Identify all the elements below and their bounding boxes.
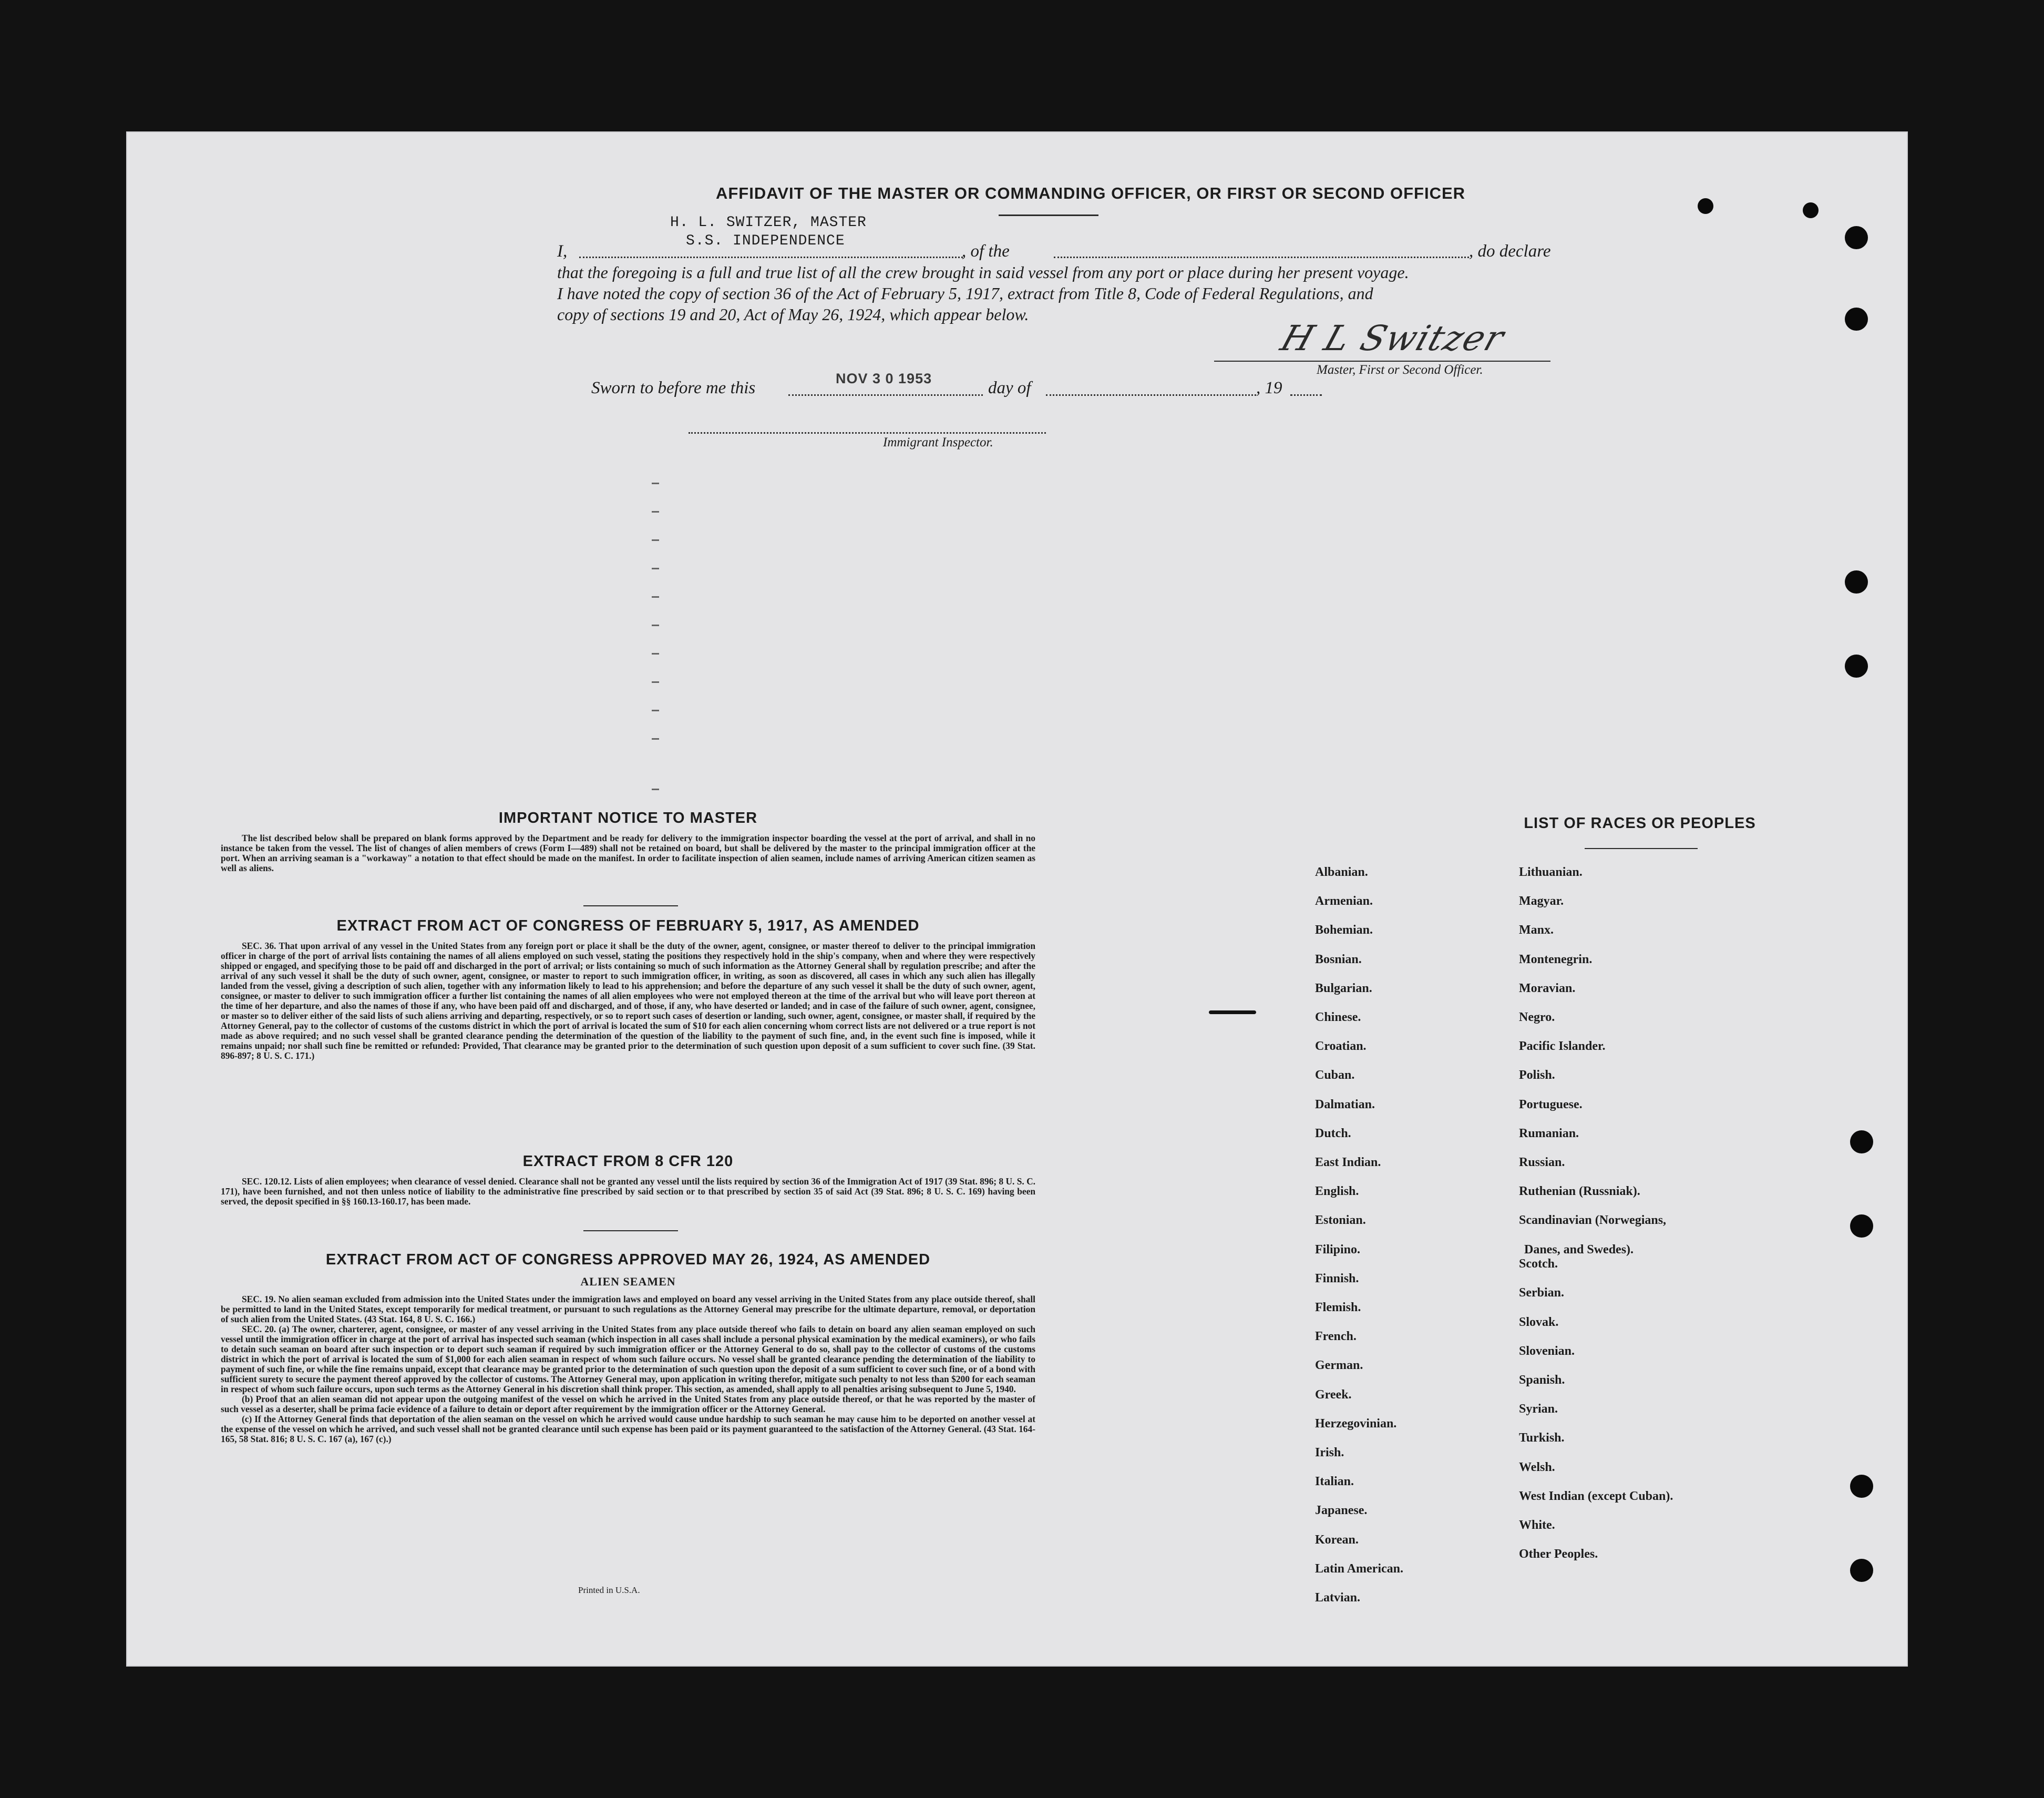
extract-1917-text [221,941,1035,1061]
ink-mark [1209,1010,1256,1014]
affidavit-line-3: I have noted the copy of section 36 of the Act of February 5, 1917, extract from Title 8, Code of Federal Regulations, and [557,284,1373,303]
race-item: Turkish. [1519,1431,1565,1445]
race-item: Bohemian. [1315,923,1373,937]
inspector-signature-blank [689,432,1046,434]
race-item: Armenian. [1315,894,1373,908]
sworn-day-of: day of [988,379,1031,397]
margin-tick [652,738,659,740]
affidavit-line-1a: I, [557,242,568,261]
race-item: Dalmatian. [1315,1097,1375,1111]
extract-cfr-text [221,1177,1035,1207]
punch-hole [1850,1130,1873,1153]
race-item: Bosnian. [1315,952,1362,966]
punch-hole [1850,1475,1873,1498]
affidavit-line-2: that the foregoing is a full and true list of all the crew brought in said vessel from any port or place during her present voyage. [557,263,1409,282]
margin-tick [652,568,659,569]
margin-tick [652,653,659,655]
race-item: Other Peoples. [1519,1547,1598,1561]
sworn-year-blank [1290,394,1322,396]
affidavit-line-1b: , of the [962,242,1010,261]
affidavit-line-4: copy of sections 19 and 20, Act of May 26, 1924, which appear below. [557,305,1029,324]
margin-tick [652,539,659,541]
master-signature: H L Switzer [1276,318,1510,359]
race-item: Lithuanian. [1519,865,1583,879]
punch-hole [1803,202,1819,218]
race-item: Manx. [1519,923,1554,937]
affidavit-line-1c: , do declare [1469,242,1551,261]
race-item: Filipino. [1315,1242,1361,1256]
sworn-text: Sworn to before me this [591,379,756,397]
race-item: Ruthenian (Russniak). [1519,1184,1640,1199]
race-item: Latin American. [1315,1561,1403,1576]
race-item: Moravian. [1519,981,1576,995]
punch-hole [1845,655,1868,678]
race-item: Finnish. [1315,1271,1359,1285]
extract-1917-paragraph: SEC. 36. That upon arrival of any vessel in the United States from any foreign port or place it shall be the duty of the owner, agent, consignee, or master thereof to deliver to the principal immigration officer in charge of the port of arrival lists containing the names of all aliens employed on such vessel, stating the positions they respectively hold in the ship's company, when and where they were respectively shipped or engaged, and specifying those to be paid off and discharged in the port of arrival; or lists containing so much of such information as the Attorney General shall by regulation prescribe; and after the arrival of any such vessel it shall be the duty of such owner, agent, consignee, or master to report to such immigration officer, in writing, as soon as discovered, all cases in which any such alien has illegally landed from the vessel, giving a description of such alien, together with any information likely to lead to his apprehension; and before the departure of any such vessel it shall be the duty of such owner, agent, consignee, or master to deliver to such immigration officer a further list containing the names of all alien employees who were not employed thereon at the time of the arrival but who will leave port thereon at the time of her departure, and also the names of those if any, who have been paid off and discharged, and of those, if any, who have deserted or landed; and in case of the failure of such owner, agent, consignee, or master so to deliver either of the said lists of such aliens arriving and departing, respectively, or so to report such cases of desertion or landing, such owner, agent, consignee, or master shall, if required by the Attorney General, pay to the collector of customs of the customs district in which the port of arrival is located the sum of $10 for each alien concerning whom correct lists are not delivered or a true report is not made as above required; and no such vessel shall be granted clearance pending the determination of the question of the liability to the payment of such fine, and, in the event such fine is imposed, while it remains unpaid; nor shall such fine be remitted or refunded: Provided, That clearance may be granted prior to the determination of such question upon deposit of a sum sufficient to cover such fine. (39 Stat. 896-897; 8 U. S. C. 171.) [221,941,1035,1061]
race-item: Croatian. [1315,1039,1367,1054]
extract-1924-text [221,1294,1035,1444]
race-item: Danes, and Swedes). [1524,1243,1634,1256]
race-item: French. [1315,1330,1357,1344]
affidavit-line-1 [557,242,567,261]
notice-title: IMPORTANT NOTICE TO MASTER [498,810,758,826]
race-item: Flemish. [1315,1301,1361,1314]
sec-20c-paragraph: (c) If the Attorney General finds that deportation of the alien seaman on the vessel on which he arrived would cause undue hardship to such seaman he may cause him to be deported on another vessel at the expense of the vessel on which he arrived, and such vessel shall not be granted clearance until such expense has been paid or its payment guaranteed to the satisfaction of the Attorney General. (43 Stat. 164-165, 58 Stat. 816; 8 U. S. C. 167 (a), 167 (c).) [221,1414,1035,1444]
sworn-month-blank [1046,394,1256,396]
race-item: German. [1315,1358,1363,1373]
signature-caption: Master, First or Second Officer. [1317,363,1483,377]
race-item: Scotch. [1519,1257,1558,1271]
sworn-year: , 19 [1256,379,1282,397]
race-item: Magyar. [1519,894,1564,908]
margin-tick [652,483,659,484]
race-item: Italian. [1315,1475,1354,1489]
vessel-blank [1054,257,1469,258]
punch-hole [1845,226,1868,249]
sworn-day-blank [788,394,983,396]
extract-cfr-title: EXTRACT FROM 8 CFR 120 [522,1153,734,1170]
margin-tick [652,596,659,598]
typed-master-name: H. L. SWITZER, MASTER [670,214,867,231]
margin-tick [652,710,659,711]
title-divider [999,214,1098,216]
extract-1924-title: EXTRACT FROM ACT OF CONGRESS APPROVED MAY 26, 1924, AS AMENDED [325,1251,931,1268]
signature-line [1214,361,1550,362]
race-item: Portuguese. [1519,1097,1583,1111]
race-item: Japanese. [1315,1504,1368,1518]
races-title: LIST OF RACES OR PEOPLES [1524,815,1756,832]
race-item: English. [1315,1184,1359,1199]
notice-paragraph: The list described below shall be prepared on blank forms approved by the Department and be ready for delivery to the immigration inspector boarding the vessel at the port of arrival, and shall in no instance be taken from the vessel. The list of changes of alien members of crews (Form I—489) shall not be retained on board, but shall be delivered by the master to the principal immigration officer at the port. When an arriving seaman is a "workaway" a notation to that effect should be made on the manifest. In order to facilitate inspection of alien seamen, include names of arriving American citizen seamen as well as aliens. [221,833,1035,873]
printed-in-usa: Printed in U.S.A. [578,1585,640,1595]
inspector-caption: Immigrant Inspector. [883,435,993,450]
typed-vessel-name: S.S. INDEPENDENCE [686,233,845,249]
punch-hole [1698,198,1713,214]
race-item: Korean. [1315,1533,1359,1547]
divider-1 [583,905,678,906]
punch-hole [1850,1559,1873,1582]
alien-seamen-subtitle: ALIEN SEAMEN [580,1275,676,1288]
date-stamp: NOV 3 0 1953 [836,371,932,386]
sec-20a-paragraph: SEC. 20. (a) The owner, charterer, agent, consignee, or master of any vessel arriving in the United States from any place outside thereof who fails to detain on board any alien seaman employed on such vessel until the immigration officer in charge at the port of arrival has inspected such seaman (which inspection in all cases shall include a personal physical examination by the medical examiners), or who fails to detain such seaman on board after such inspection or to deport such seaman if required by such immigration officer or the Attorney General to do so, shall pay to the collector of customs of the customs district in which the port of arrival is located the sum of $1,000 for each alien seaman in respect of whom such failure occurs. No vessel shall be granted clearance pending the determination of the liability to payment of such fine, or while the fine remains unpaid, except that clearance may be granted prior to the determination of such question upon the deposit of a sum sufficient to cover such fine, or of a bond with sufficient surety to secure the payment thereof approved by the collector of customs. The Attorney General may, upon application in writing therefor, mitigate such penalty to not less than $200 for each seaman in respect of whom such failure occurs, upon such terms as the Attorney General in his discretion shall think proper. This section, as amended, shall apply to all penalties arising subsequent to June 5, 1940. [221,1324,1035,1394]
race-item: Irish. [1315,1446,1344,1459]
races-divider [1585,848,1698,849]
race-item: West Indian (except Cuban). [1519,1489,1673,1503]
race-item: Bulgarian. [1315,981,1372,995]
race-item: Welsh. [1519,1460,1555,1474]
sec-19-paragraph: SEC. 19. No alien seaman excluded from admission into the United States under the immigration laws and employed on board any vessel arriving in the United States from any place outside thereof, shall be permitted to land in the United States, except temporarily for medical treatment, or pursuant to such regulations as the Attorney General may prescribe for the ultimate departure, removal, or deportation of such alien from the United States. (43 Stat. 164, 8 U. S. C. 166.) [221,1294,1035,1324]
name-blank [579,257,963,258]
extract-1917-title: EXTRACT FROM ACT OF CONGRESS OF FEBRUARY 5, 1917, AS AMENDED [336,917,920,934]
race-item: Dutch. [1315,1126,1351,1140]
race-item: Russian. [1519,1156,1565,1169]
notice-text [221,833,1035,873]
race-item: Serbian. [1519,1286,1565,1300]
divider-2 [583,1230,678,1231]
margin-tick [652,681,659,683]
race-item: Herzegovinian. [1315,1416,1397,1431]
sec-20b-paragraph: (b) Proof that an alien seaman did not appear upon the outgoing manifest of the vessel on which he arrived in the United States from any place outside thereof, or that he was reported by the master of such vessel as a deserter, shall be prima facie evidence of a failure to detain or deport after requirement by the immigration officer or the Attorney General. [221,1394,1035,1414]
race-item: East Indian. [1315,1156,1381,1169]
race-item: Latvian. [1315,1591,1361,1605]
race-item: Pacific Islander. [1519,1039,1606,1054]
race-item: Rumanian. [1519,1126,1579,1140]
race-item: Slovenian. [1519,1344,1575,1358]
race-item: Albanian. [1315,865,1368,879]
race-item: Polish. [1519,1068,1555,1082]
race-item: Estonian. [1315,1213,1366,1228]
race-item: Greek. [1315,1387,1352,1402]
race-item: Scandinavian (Norwegians, [1519,1213,1667,1228]
race-item: Chinese. [1315,1010,1361,1024]
race-item: Slovak. [1519,1315,1559,1329]
race-item: Cuban. [1315,1068,1355,1082]
race-item: Negro. [1519,1010,1555,1024]
punch-hole [1845,570,1868,594]
punch-hole [1845,308,1868,331]
extract-cfr-paragraph: SEC. 120.12. Lists of alien employees; when clearance of vessel denied. Clearance shall not be granted any vessel until the lists required by section 36 of the Immigration Act of 1917 (39 Stat. 896; 8 U. S. C. 171), have been furnished, and not then unless notice of liability to the administrative fine prescribed by said section or to that prescribed by section 35 of said Act (39 Stat. 896; 8 U. S. C. 169) having been served, the deposit specified in §§ 160.13-160.17, has been made. [221,1176,1035,1207]
punch-hole [1850,1214,1873,1238]
race-item: Montenegrin. [1519,952,1593,966]
race-item: Syrian. [1519,1402,1558,1416]
margin-tick [652,625,659,626]
margin-tick [652,789,659,790]
affidavit-title: AFFIDAVIT OF THE MASTER OR COMMANDING OFFICER, OR FIRST OR SECOND OFFICER [715,184,1466,202]
race-item: Spanish. [1519,1373,1565,1387]
margin-tick [652,511,659,513]
race-item: White. [1519,1518,1555,1532]
form-page [126,131,1908,1667]
